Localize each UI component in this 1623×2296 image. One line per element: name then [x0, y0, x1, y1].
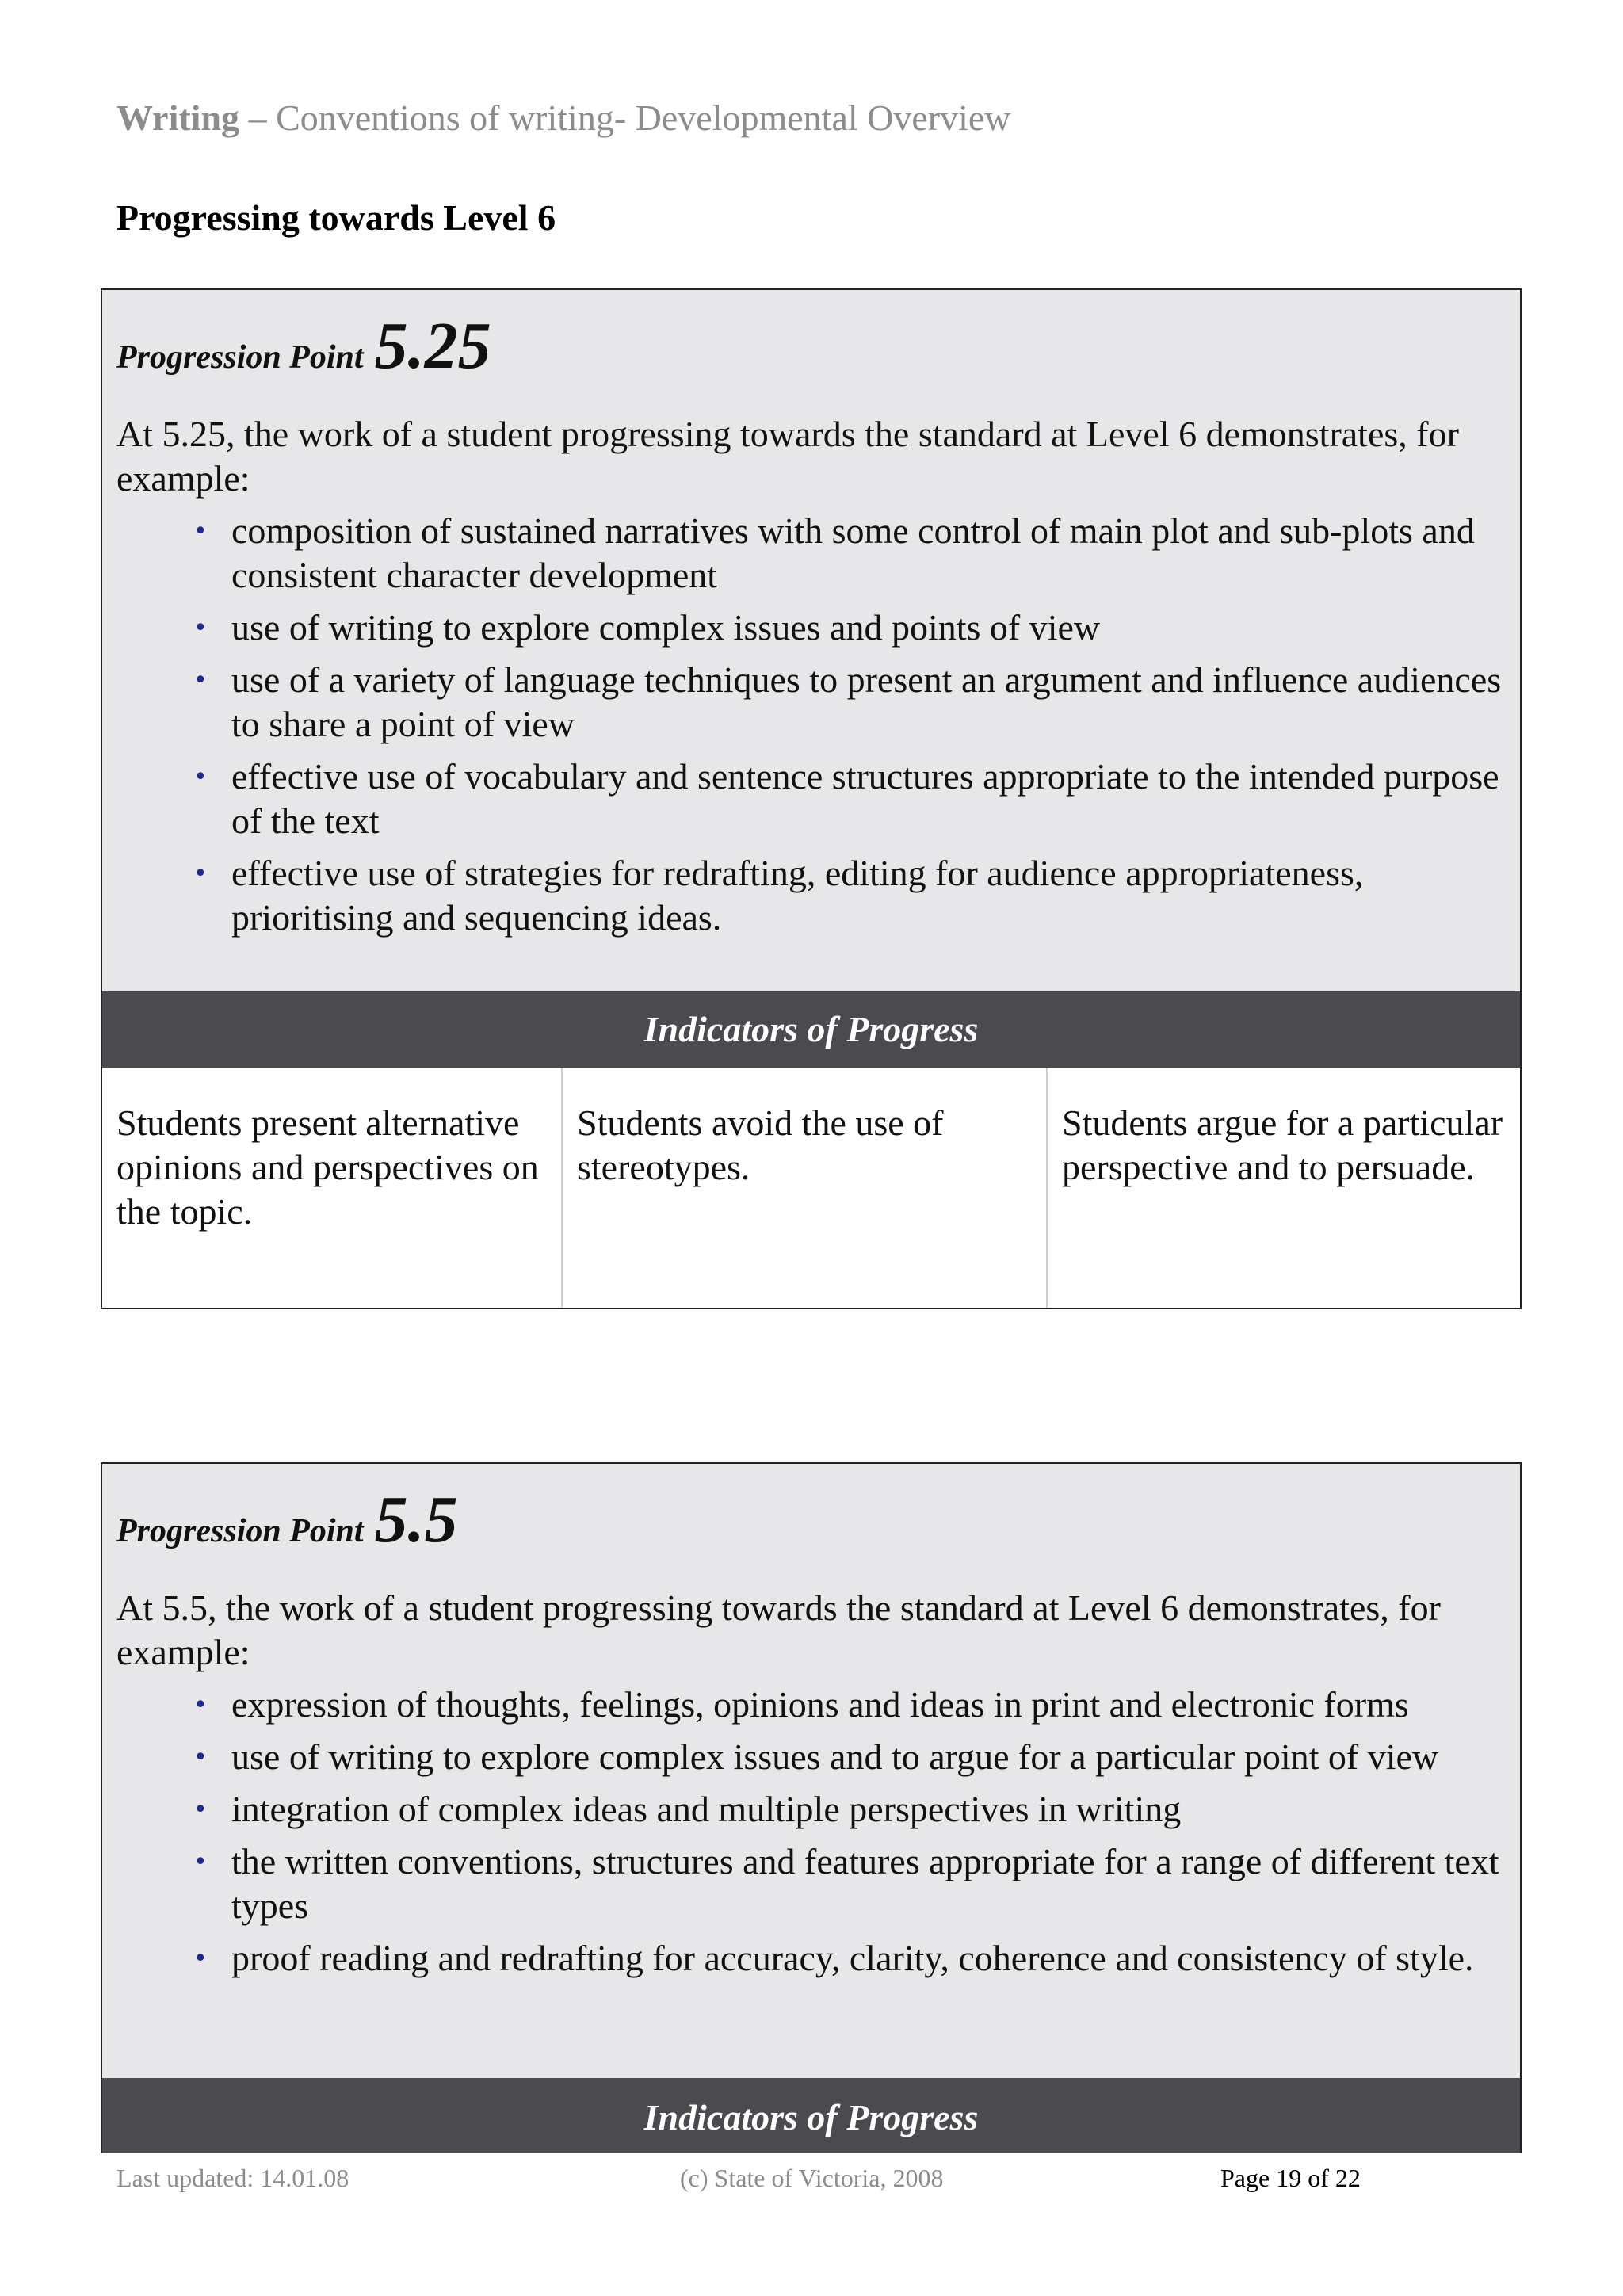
list-item: • composition of sustained narratives with some control of main plot and sub-plots and consistent character development — [193, 510, 1475, 595]
list-item: • use of writing to explore complex issues and to argue for a particular point of view — [116, 1735, 1504, 1779]
bullet-icon: • — [193, 1848, 208, 1876]
indicators-row — [102, 1068, 1520, 1308]
progression-point-intro: At 5.5, the work of a student progressing towards the standard at Level 6 demonstrates, for example: — [116, 1587, 1441, 1672]
bullet-icon: • — [193, 1744, 208, 1771]
bullet-icon: • — [193, 667, 208, 694]
progression-point-title — [116, 290, 1504, 387]
bullet-icon: • — [193, 1945, 208, 1973]
progression-point-list — [116, 1683, 1504, 1981]
progression-point-intro: At 5.25, the work of a student progressing towards the standard at Level 6 demonstrates, for example: — [116, 414, 1459, 499]
indicator-cell: Students present alternative opinions and perspectives on the topic. — [116, 1102, 539, 1232]
page-header — [116, 97, 1011, 139]
progression-point-number: 5.25 — [374, 309, 491, 383]
progression-point-label: Progression Point — [116, 1513, 364, 1549]
list-item: • the written conventions, structures and features appropriate for a range of different text types — [193, 1841, 1499, 1926]
list-item: • proof reading and redrafting for accuracy, clarity, coherence and consistency of style. — [116, 1936, 1504, 1981]
footer-last-updated: Last updated: 14.01.08 — [116, 2164, 349, 2192]
bullet-icon: • — [193, 1796, 208, 1824]
header-subject: Writing — [116, 97, 240, 138]
header-title: – Conventions of writing- Developmental Overview — [239, 97, 1011, 138]
bullet-icon: • — [193, 860, 208, 888]
progression-point-5-5 — [101, 1462, 1522, 2153]
progression-point-label: Progression Point — [116, 339, 364, 376]
section-subheading: Progressing towards Level 6 — [116, 197, 556, 238]
progression-point-summary — [102, 290, 1520, 991]
footer-copyright: (c) State of Victoria, 2008 — [680, 2164, 944, 2192]
indicators-heading: Indicators of Progress — [102, 2078, 1520, 2153]
list-item: • effective use of vocabulary and sentence structures appropriate to the intended purpose of the text — [193, 756, 1499, 841]
bullet-icon: • — [193, 614, 208, 642]
bullet-icon: • — [193, 763, 208, 791]
list-item: • use of a variety of language techniques to present an argument and influence audiences to share a point of view — [193, 659, 1502, 744]
list-item: • effective use of strategies for redrafting, editing for audience appropriateness, prioritising and sequencing ideas. — [193, 853, 1364, 938]
list-item: • integration of complex ideas and multiple perspectives in writing — [116, 1787, 1504, 1832]
bullet-icon: • — [193, 518, 208, 545]
progression-point-title — [116, 1464, 1504, 1561]
list-item: • expression of thoughts, feelings, opinions and ideas in print and electronic forms — [116, 1683, 1504, 1727]
progression-point-number: 5.5 — [374, 1483, 458, 1557]
bullet-icon: • — [193, 1691, 208, 1719]
indicators-heading: Indicators of Progress — [102, 991, 1520, 1068]
indicator-cell: Students avoid the use of stereotypes. — [561, 1068, 1046, 1308]
progression-point-5-25 — [101, 288, 1522, 1309]
progression-point-list — [116, 509, 1504, 940]
list-item: • use of writing to explore complex issues and points of view — [116, 606, 1504, 650]
indicator-cell: Students argue for a particular perspective and to persuade. — [1046, 1068, 1520, 1308]
progression-point-summary — [102, 1464, 1520, 2078]
footer-page-number: Page 19 of 22 — [1220, 2164, 1361, 2192]
